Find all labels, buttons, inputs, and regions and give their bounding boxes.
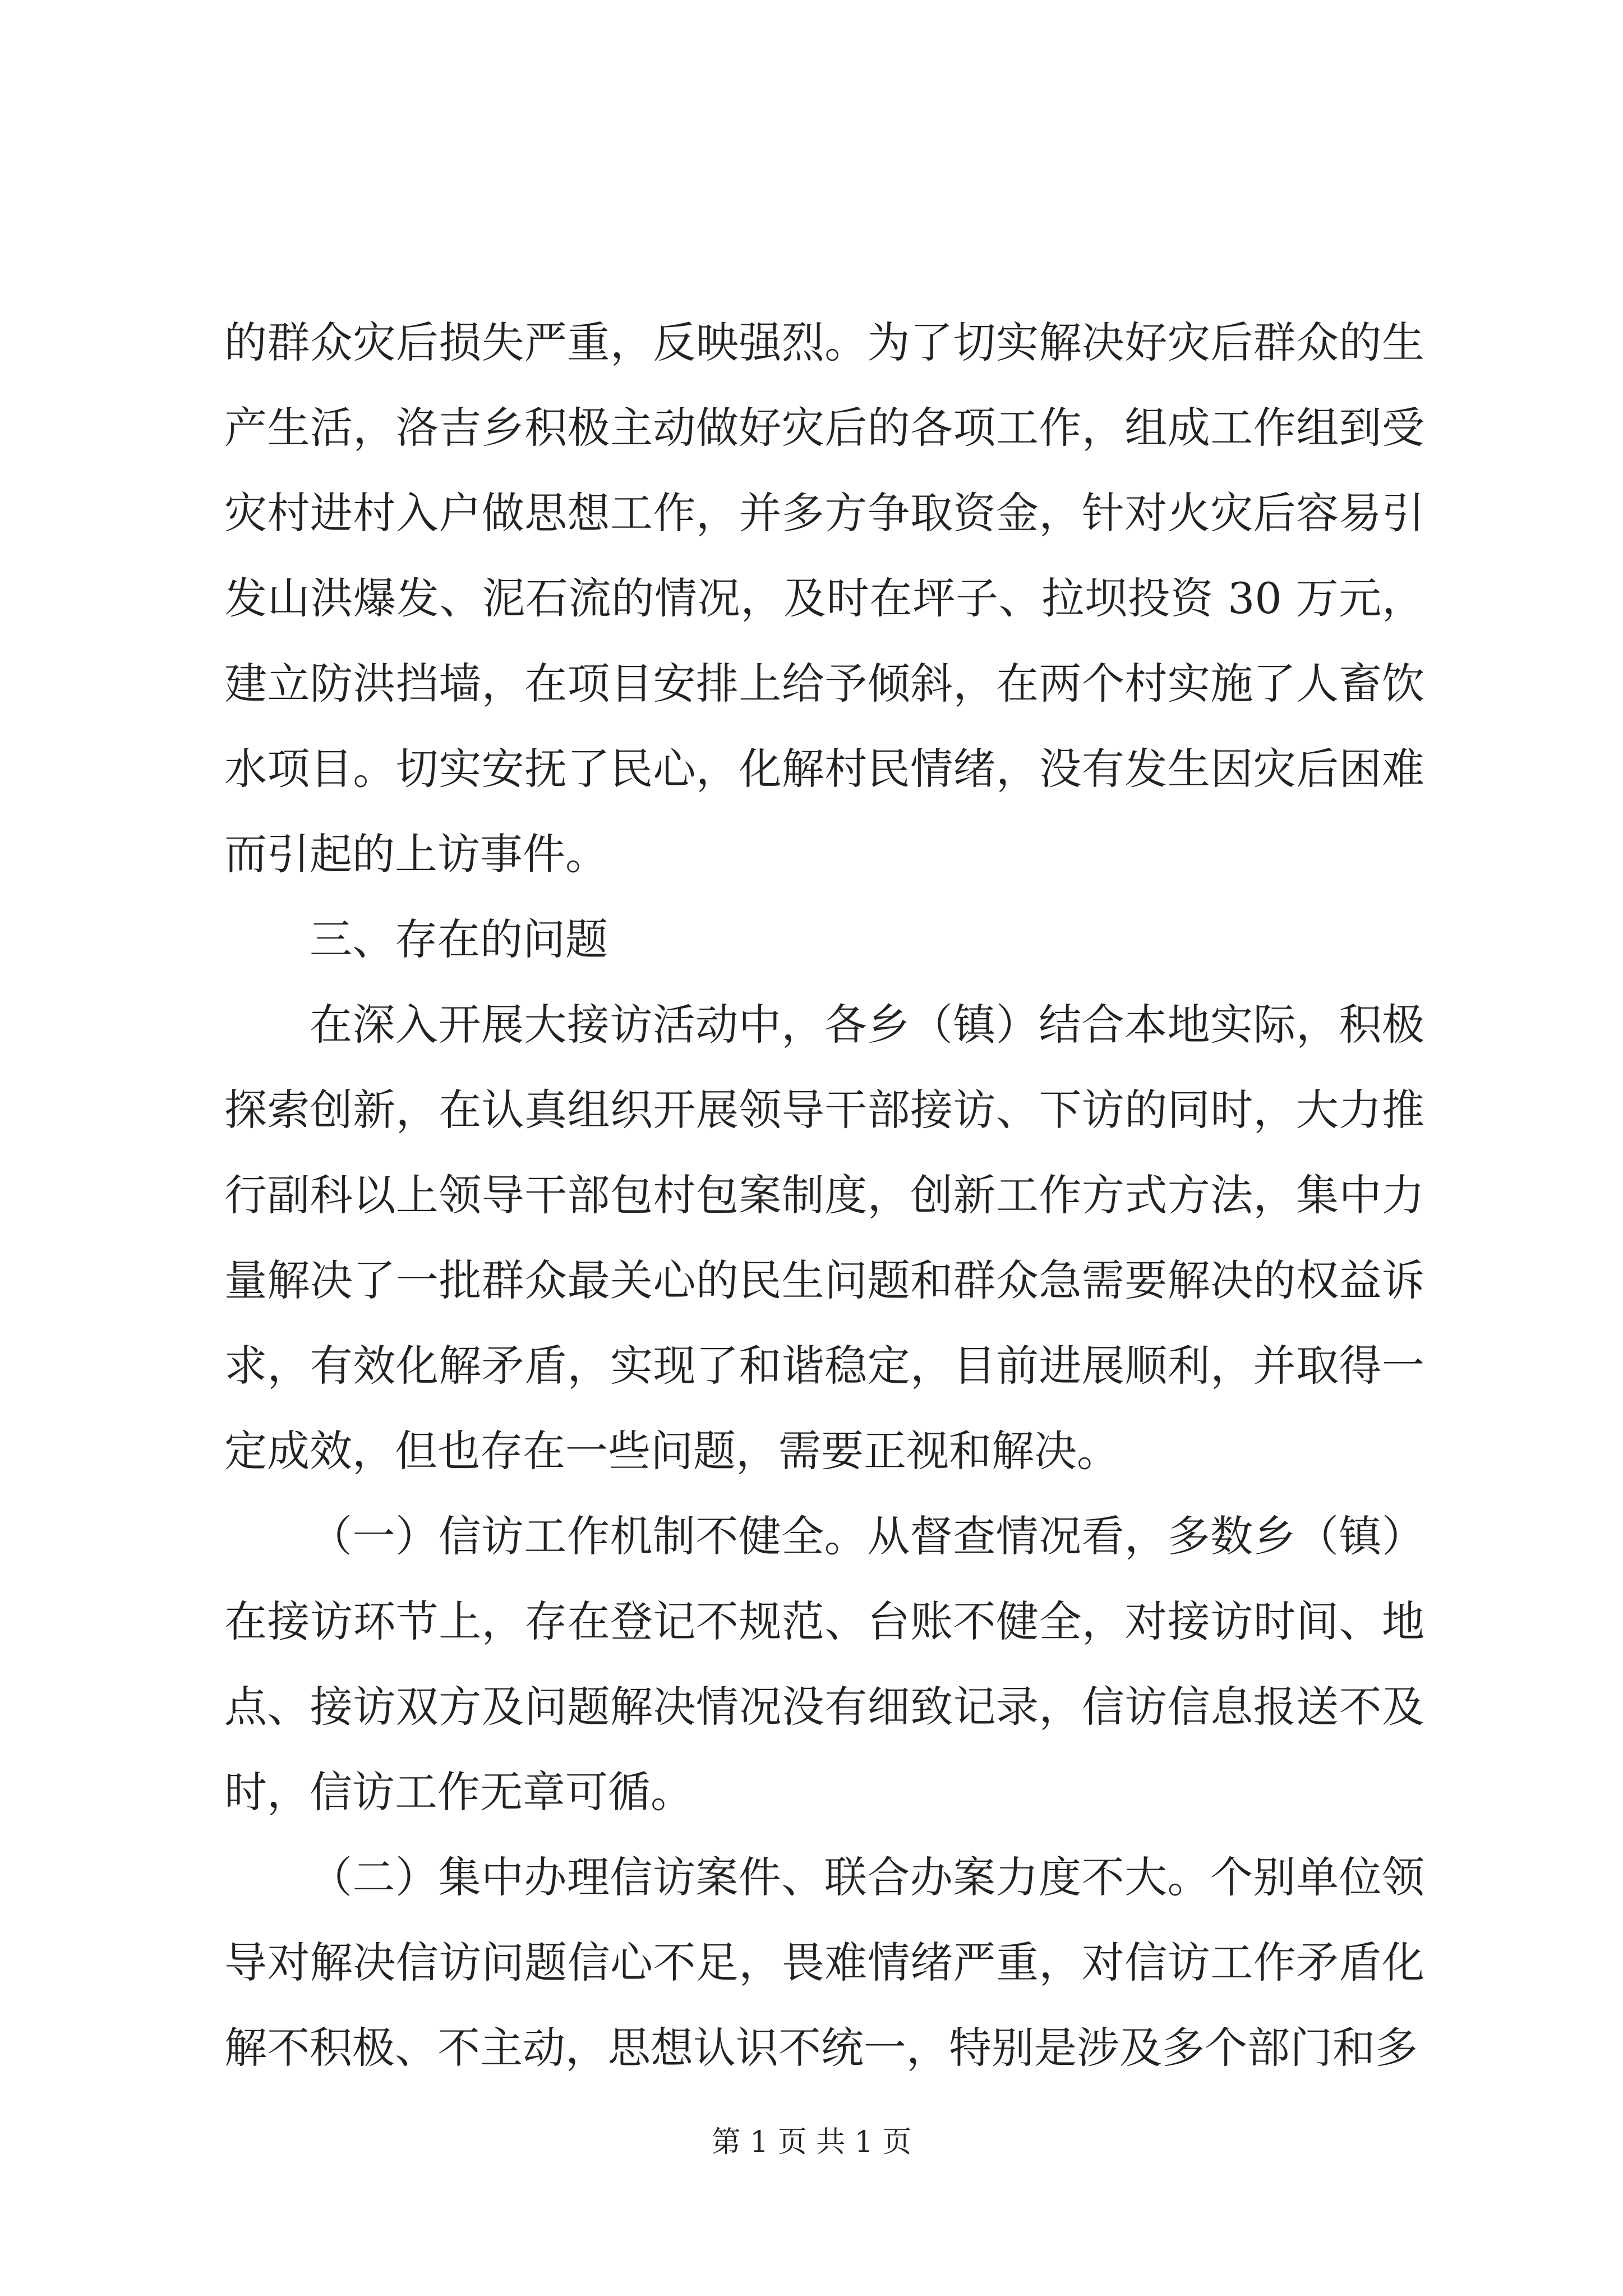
document-body (224, 300, 1424, 2091)
paragraph-continuation: 的群众灾后损失严重，反映强烈。为了切实解决好灾后群众的生产生活，洛吉乡积极主动做好灾后的各项工作，组成工作组到受灾村进村入户做思想工作，并多方争取资金，针对火灾后容易引发山洪爆发、泥石流的情况，及时在坪子、拉坝投资 30 万元，建立防洪挡墙，在项目安排上给予倾斜，在两个村实施了人畜饮水项目。切实安抚了民心，化解村民情绪，没有发生因灾后困难而引起的上访事件。 (224, 318, 1424, 879)
paragraph-intro: 在深入开展大接访活动中，各乡（镇）结合本地实际，积极探索创新，在认真组织开展领导干部接访、下访的同时，大力推行副科以上领导干部包村包案制度，创新工作方式方法，集中力量解决了一批群众最关心的民生问题和群众急需要解决的权益诉求，有效化解矛盾，实现了和谐稳定，目前进展顺利，并取得一定成效，但也存在一些问题，需要正视和解决。 (224, 1000, 1424, 1476)
section-heading: 三、存在的问题 (310, 914, 608, 964)
page-footer: 第 1 页 共 1 页 (711, 2125, 912, 2159)
paragraph-item-2: （二）集中办理信访案件、联合办案力度不大。个别单位领导对解决信访问题信心不足，畏难情绪严重，对信访工作矛盾化解不积极、不主动，思想认识不统一，特别是涉及多个部门和多 (224, 1852, 1424, 2073)
paragraph-item-1: （一）信访工作机制不健全。从督查情况看，多数乡（镇）在接访环节上，存在登记不规范、台账不健全，对接访时间、地点、接访双方及问题解决情况没有细致记录，信访信息报送不及时，信访工作无章可循。 (224, 1511, 1424, 1817)
